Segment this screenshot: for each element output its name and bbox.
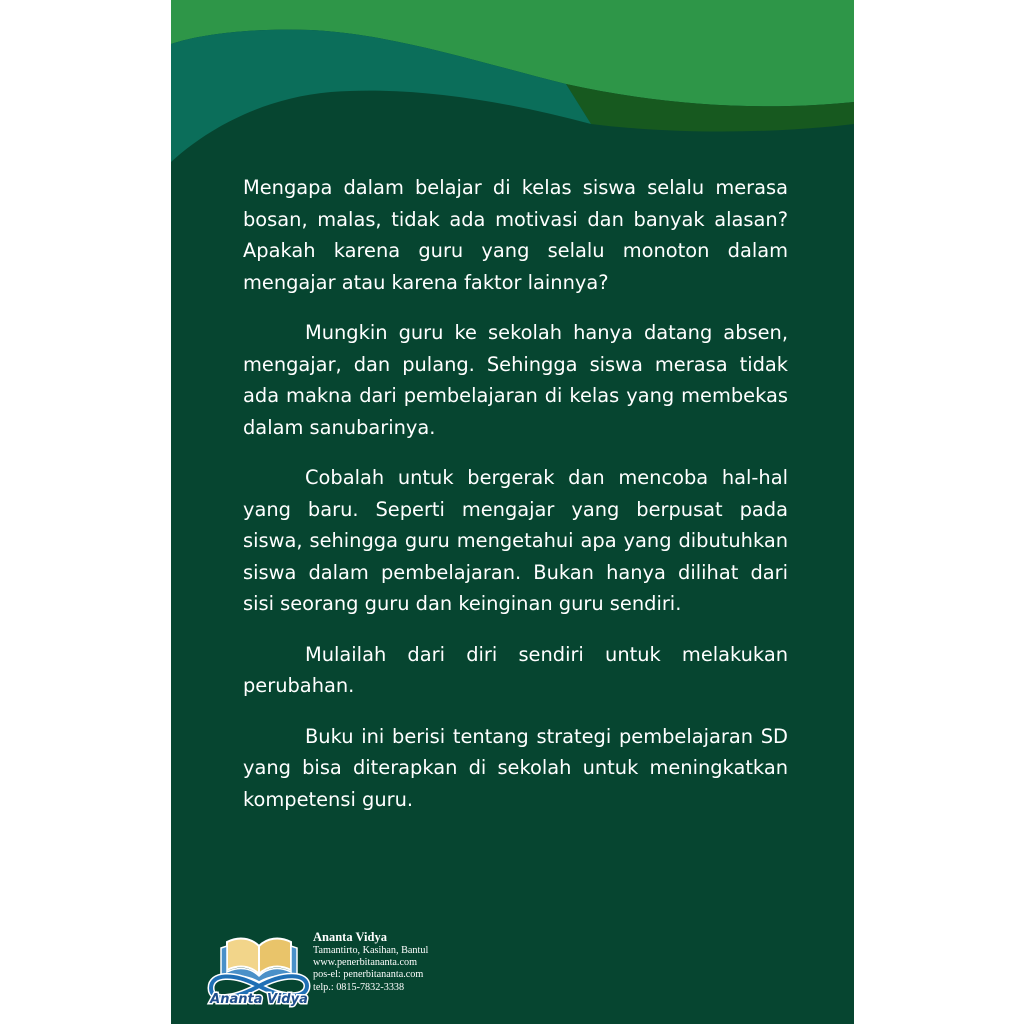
blurb-paragraph-1: Mengapa dalam belajar di kelas siswa selalu merasa bosan, malas, tidak ada motivasi dan banyak alasan? Apakah karena guru yang selalu monoton dalam mengajar atau karena faktor lainnya? [243,176,788,294]
blurb-paragraph-4: Mulailah dari diri sendiri untuk melakukan perubahan. [243,642,788,697]
blurb-paragraph-2: Mungkin guru ke sekolah hanya datang absen, mengajar, dan pulang. Sehingga siswa merasa tidak ada makna dari pembelajaran di kelas yang membekas dalam sanubarinya. [243,321,788,439]
publisher-block [203,928,533,1008]
publisher-email: pos-el: penerbitananta.com [313,969,424,981]
publisher-phone: telp.: 0815-7832-3338 [313,981,405,993]
blurb-paragraph-5: Buku ini berisi tentang strategi pembelajaran SD yang bisa diterapkan di sekolah untuk meningkatkan kompetensi guru. [243,724,788,811]
book-back-cover [171,0,854,1024]
publisher-name: Ananta Vidya [313,930,387,944]
publisher-logo [203,932,315,1008]
publisher-address: Tamantirto, Kasihan, Bantul [313,945,429,956]
header-wave-decoration [171,0,854,175]
blurb-paragraph-3: Cobalah untuk bergerak dan mencoba hal-hal yang baru. Seperti mengajar yang berpusat pada siswa, sehingga guru mengetahui apa yang dibutuhkan siswa dalam pembelajaran. Bukan hanya dilihat dari sisi seorang guru dan keinginan guru sendiri. [243,466,788,615]
publisher-website: www.penerbitananta.com [313,957,418,969]
blurb-text [243,172,788,834]
logo-wordmark: Ananta Vidya [210,992,308,1007]
publisher-info [313,930,428,994]
